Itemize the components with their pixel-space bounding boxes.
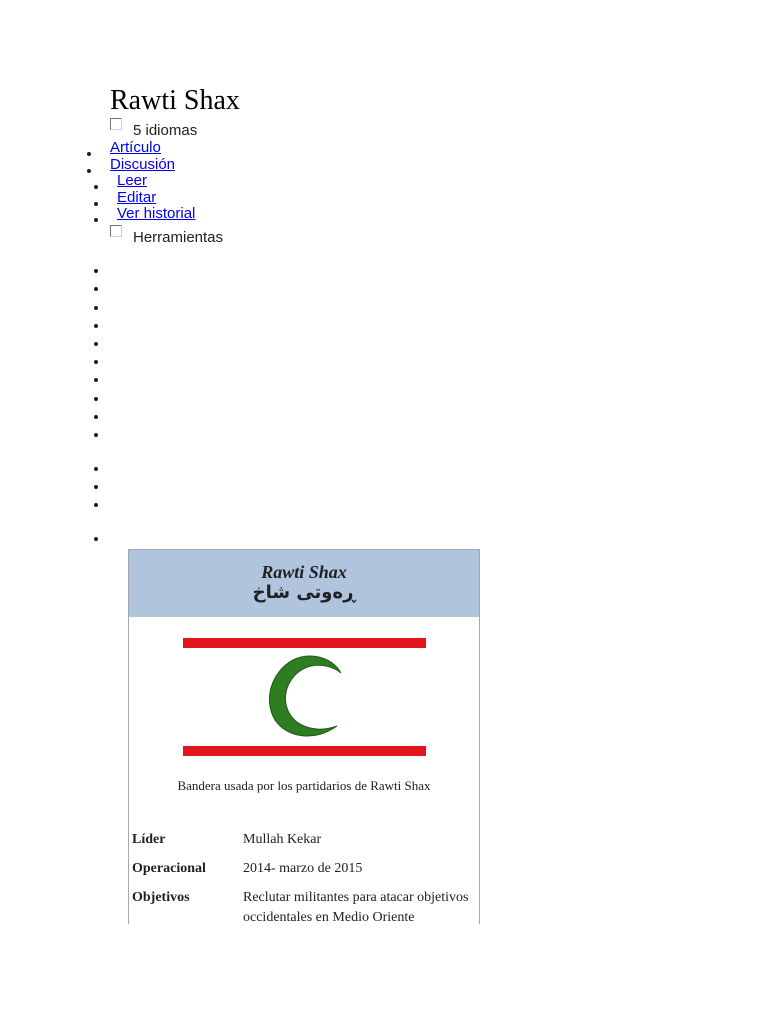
list-item bbox=[94, 537, 98, 541]
row-key: Líder bbox=[132, 832, 166, 847]
bullet-icon bbox=[94, 185, 98, 189]
flag-caption: Bandera usada por los partidarios de Rawti Shax bbox=[177, 778, 431, 793]
list-item bbox=[94, 503, 98, 507]
flag-top-stripe bbox=[183, 638, 426, 648]
infobox-row-leader bbox=[132, 830, 477, 850]
list-item bbox=[94, 306, 98, 310]
list-item bbox=[94, 433, 98, 437]
view-history[interactable]: Ver historial bbox=[117, 205, 196, 222]
language-toggle[interactable] bbox=[110, 122, 197, 140]
bullet-icon bbox=[87, 169, 91, 173]
tools-toggle[interactable] bbox=[110, 229, 223, 247]
row-key: Objetivos bbox=[132, 890, 190, 905]
crescent-icon bbox=[269, 656, 341, 736]
list-item bbox=[94, 378, 98, 382]
tools-label: Herramientas bbox=[133, 229, 224, 246]
list-item bbox=[94, 415, 98, 419]
tab-discussion[interactable]: Discusión bbox=[110, 156, 176, 173]
infobox-header bbox=[129, 550, 479, 617]
infobox-row-objectives bbox=[132, 888, 477, 924]
flag-svg bbox=[183, 638, 426, 756]
infobox-native-name: ڕەوتی شاخ bbox=[252, 582, 356, 603]
list-item bbox=[94, 342, 98, 346]
infobox-row-operational bbox=[132, 859, 477, 879]
languages-label: 5 idiomas bbox=[133, 122, 198, 139]
infobox-rows bbox=[132, 830, 477, 924]
list-item bbox=[94, 467, 98, 471]
row-value: Mullah Kekar bbox=[243, 832, 322, 847]
bullet-icon bbox=[94, 218, 98, 222]
checkbox-icon[interactable] bbox=[110, 118, 122, 130]
bullet-icon bbox=[94, 202, 98, 206]
list-item bbox=[94, 485, 98, 489]
bullet-icon bbox=[87, 152, 91, 156]
tab-article[interactable]: Artículo bbox=[110, 139, 161, 156]
list-item bbox=[94, 397, 98, 401]
page-title: Rawti Shax bbox=[110, 85, 240, 116]
row-value: Reclutar militantes para atacar objetivos occidentales en Medio Oriente bbox=[243, 890, 469, 924]
view-edit[interactable]: Editar bbox=[117, 189, 157, 206]
list-item bbox=[94, 287, 98, 291]
flag-image bbox=[183, 638, 426, 756]
list-item bbox=[94, 324, 98, 328]
flag-bottom-stripe bbox=[183, 746, 426, 756]
view-read[interactable]: Leer bbox=[117, 172, 148, 189]
infobox-title: Rawti Shax bbox=[261, 562, 347, 582]
infobox bbox=[128, 549, 480, 924]
checkbox-icon[interactable] bbox=[110, 225, 122, 237]
list-item bbox=[94, 360, 98, 364]
row-key: Operacional bbox=[132, 861, 206, 876]
list-item bbox=[94, 269, 98, 273]
row-value: 2014- marzo de 2015 bbox=[243, 861, 363, 876]
